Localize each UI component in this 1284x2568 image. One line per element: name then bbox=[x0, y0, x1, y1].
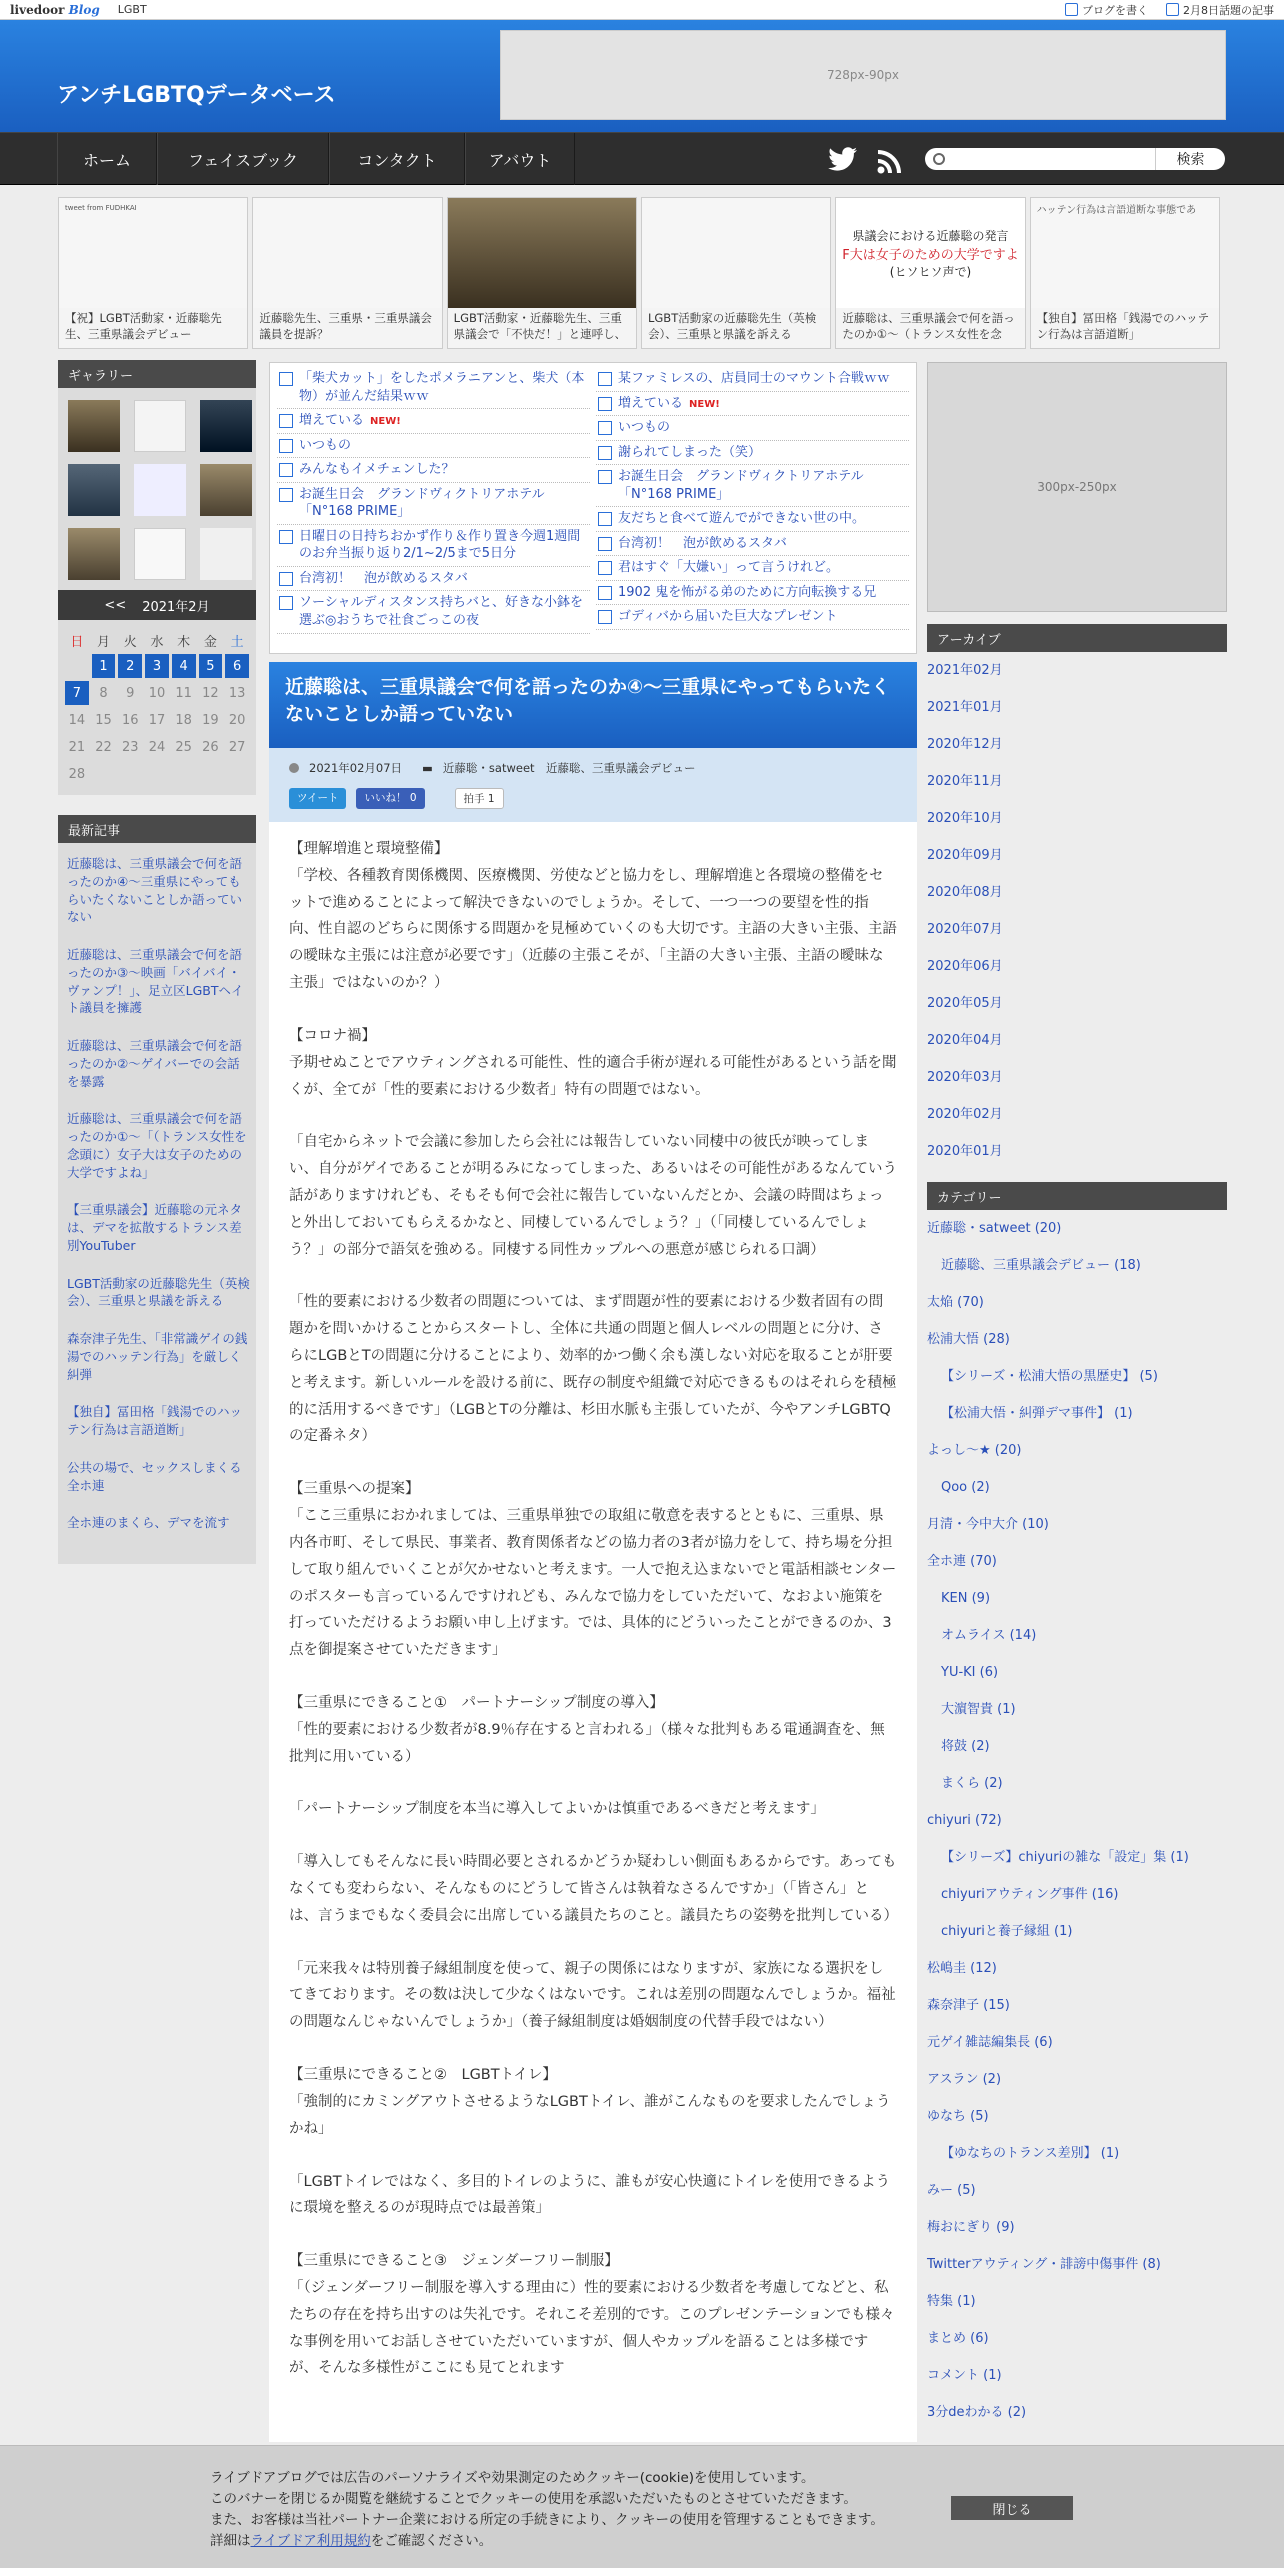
link-check-icon bbox=[598, 421, 612, 435]
link-check-icon bbox=[279, 372, 293, 386]
featured-card[interactable] bbox=[641, 197, 831, 349]
category-link[interactable]: コメント (1) bbox=[927, 2368, 1002, 2383]
category-link[interactable]: みー (5) bbox=[927, 2183, 976, 2198]
calendar-prev-button[interactable]: << bbox=[104, 597, 127, 613]
related-link[interactable] bbox=[596, 507, 909, 532]
calendar bbox=[58, 620, 256, 795]
new-badge: NEW! bbox=[370, 416, 401, 428]
recent-post-link[interactable]: 近藤聡は、三重県議会で何を語ったのか③～映画「バイバイ・ヴァンプ！」、足立区LGBTヘイト議員を擁護 bbox=[67, 947, 244, 1016]
recent-post-link[interactable]: 【三重県議会】近藤聡の元ネタは、デマを拡散するトランス差別YouTuber bbox=[67, 1202, 243, 1253]
category-link[interactable]: chiyuriと養子縁組 (1) bbox=[941, 1924, 1073, 1939]
article-categories[interactable]: 近藤聡・satweet 近藤聡、三重県議会デビュー bbox=[442, 761, 696, 775]
category-link[interactable]: 梅おにぎり (9) bbox=[927, 2220, 1015, 2235]
related-links-left bbox=[274, 367, 593, 649]
related-link[interactable] bbox=[277, 525, 590, 567]
calendar-day: 20 bbox=[228, 712, 246, 728]
related-link[interactable] bbox=[596, 556, 909, 581]
thumb-text: ハッテン行為は言語道断な事態であ bbox=[1036, 205, 1197, 216]
search-box bbox=[925, 148, 1225, 170]
archive-list bbox=[927, 652, 1227, 1170]
header-ad-slot: 728px-90px bbox=[500, 30, 1226, 120]
category-link[interactable]: アスラン (2) bbox=[927, 2072, 1002, 2087]
link-check-icon bbox=[279, 488, 293, 502]
article-paragraph: 【三重県にできること① パートナーシップ制度の導入】 「性的要素における少数者が8.9％存在すると言われる」（様々な批判もある電通調査を、無批判に用いている） bbox=[289, 1694, 885, 1765]
calendar-day-link[interactable]: 6 bbox=[225, 654, 249, 678]
archive-link[interactable]: 2020年11月 bbox=[927, 774, 1003, 789]
link-check-icon bbox=[598, 446, 612, 460]
search-button[interactable]: 検索 bbox=[1155, 148, 1225, 170]
archive-link[interactable]: 2020年08月 bbox=[927, 885, 1003, 900]
gallery-thumb[interactable] bbox=[200, 528, 252, 580]
related-link[interactable] bbox=[277, 434, 590, 459]
calendar-day: 13 bbox=[228, 685, 246, 701]
calendar-day: 25 bbox=[175, 739, 192, 755]
calendar-day: 10 bbox=[148, 685, 166, 701]
category-link[interactable]: まとめ (6) bbox=[927, 2331, 989, 2346]
article-title[interactable]: 近藤聡は、三重県議会で何を語ったのか④～三重県にやってもらいたくないことしか語っていない bbox=[269, 662, 917, 748]
category-link[interactable]: オムライス (14) bbox=[941, 1628, 1037, 1643]
related-link[interactable] bbox=[596, 465, 909, 507]
calendar-day: 22 bbox=[95, 739, 112, 755]
gallery-thumb[interactable] bbox=[200, 400, 252, 452]
related-link-text[interactable]: ゴディバから届いた巨大なプレゼント bbox=[618, 609, 838, 625]
related-link-text[interactable]: お誕生日会 グランドヴィクトリアホテル「N°168 PRIME」 bbox=[618, 469, 864, 502]
related-link[interactable] bbox=[596, 532, 909, 557]
calendar-day: 16 bbox=[121, 712, 139, 728]
article-paragraph: 「自宅からネットで会議に参加したら会社には報告していない同棲中の彼氏が映ってしまい、自分がゲイであることが明るみになってしまった、あるいはその可能性があるなんていう話がありますけれども、そもそも何で会社に報告していないんだとか、会議の時間はちょっと外出しておいてもらえるかなと、同棲しているんでしょう？」（「同棲しているんでしょう？」の部分で語気を強める。同棲する同性カップルへの悪意が感じられる口調） bbox=[289, 1134, 897, 1258]
rss-icon[interactable] bbox=[876, 147, 904, 175]
archive-link[interactable]: 2020年10月 bbox=[927, 811, 1003, 826]
archive-link[interactable]: 2020年05月 bbox=[927, 996, 1003, 1011]
weekday-label: 火 bbox=[123, 634, 137, 650]
related-link-text[interactable]: 友だちと食べて遊んでができない世の中。 bbox=[618, 511, 866, 527]
cookie-line: また、お客様は当社パートナー企業における所定の手続きにより、クッキーの使用を管理することもできます。 bbox=[210, 2511, 884, 2528]
cookie-line: をご確認ください。 bbox=[370, 2532, 493, 2549]
related-link[interactable] bbox=[596, 392, 909, 417]
featured-card[interactable] bbox=[447, 197, 637, 349]
site-header bbox=[0, 20, 1284, 132]
category-link[interactable]: 月清・今中大介 (10) bbox=[927, 1517, 1049, 1532]
featured-card[interactable] bbox=[58, 197, 248, 349]
clock-icon bbox=[289, 763, 299, 773]
gallery-thumb[interactable] bbox=[68, 528, 120, 580]
calendar-day: 8 bbox=[99, 685, 108, 701]
link-check-icon bbox=[598, 512, 612, 526]
article-paragraph: 【三重県にできること③ ジェンダーフリー制服】 「（ジェンダーフリー制服を導入する理由に）性的要素における少数者を考慮してなどと、私たちの存在を持ち出すのは失礼です。それこそ差別的です。このプレゼンテーションでも様々な事例を用いてお話しさせていただいていますが、個人やカップルを語ることは多様ですが、そんな多様性がここにも見てとれます bbox=[289, 2253, 895, 2377]
calendar-icon bbox=[1166, 3, 1179, 16]
clap-button[interactable]: 拍手 1 bbox=[455, 788, 504, 809]
calendar-day-link[interactable]: 1 bbox=[92, 654, 116, 678]
left-sidebar bbox=[58, 360, 256, 1564]
category-link[interactable]: 森奈津子 (15) bbox=[927, 1998, 1010, 2013]
featured-caption: LGBT活動家の近藤聡先生（英検会）、三重県と県議を訴える bbox=[642, 308, 830, 348]
category-link[interactable]: 特集 (1) bbox=[927, 2294, 976, 2309]
related-link-text[interactable]: 謝られてしまった（笑） bbox=[618, 444, 762, 460]
gallery-grid bbox=[58, 388, 256, 590]
main-column bbox=[269, 362, 917, 2442]
tweet-button[interactable]: ツイート bbox=[289, 788, 346, 809]
terms-link[interactable]: ライブドア利用規約 bbox=[250, 2532, 371, 2549]
weekday-label: 金 bbox=[203, 634, 217, 650]
link-check-icon bbox=[598, 537, 612, 551]
gallery-thumb[interactable] bbox=[134, 464, 186, 516]
related-link-text[interactable]: 某ファミレスの、店員同士のマウント合戦ｗｗ bbox=[618, 371, 890, 386]
featured-caption: 近藤聡先生、三重県・三重県議会議員を提訴？ bbox=[253, 308, 441, 348]
twitter-icon[interactable] bbox=[826, 147, 858, 173]
category-link[interactable]: 大濵智貴 (1) bbox=[941, 1702, 1016, 1717]
link-check-icon bbox=[279, 414, 293, 428]
category-link[interactable]: まくら (2) bbox=[941, 1776, 1003, 1791]
related-link[interactable] bbox=[596, 441, 909, 466]
article-paragraph: 「パートナーシップ制度を本当に導入してよいかは慎重であるべきだと考えます」 bbox=[289, 1801, 825, 1818]
recent-post-link[interactable]: 近藤聡は、三重県議会で何を語ったのか④～三重県にやってもらいたくないことしか語っていない bbox=[67, 856, 243, 925]
related-link-text[interactable]: お誕生日会 グランドヴィクトリアホテル「N°168 PRIME」 bbox=[299, 486, 545, 520]
weekday-label: 日 bbox=[70, 634, 84, 650]
nav-contact[interactable]: コンタクト bbox=[329, 133, 465, 185]
gallery-thumb[interactable] bbox=[134, 528, 186, 580]
calendar-day: 17 bbox=[148, 712, 166, 728]
calendar-day: 9 bbox=[126, 685, 135, 701]
weekday-label: 木 bbox=[177, 634, 191, 650]
category-link[interactable]: Twitterアウティング・誹謗中傷事件 (8) bbox=[927, 2257, 1161, 2272]
article-paragraph: 【三重県への提案】 「ここ三重県におかれましては、三重県単独での取組に敬意を表するとともに、三重県、県内各市町、そして県民、事業者、教育関係者などの協力者の3者が協力をして、持ち場を分担して取り組んでいくことが欠かせないと考えます。一人で抱え込まないでと電話相談センターのポスターも言っているんですけれども、みんなで協力をしていただいて、なおよい施策を打っていただけるようお願い申し上げます。では、具体的にどういったことができるのか、3点を御提案させていただきます」 bbox=[289, 1481, 897, 1659]
link-check-icon bbox=[598, 397, 612, 411]
topbar-tag[interactable]: LGBT bbox=[117, 3, 147, 16]
article-paragraph: 「LGBTトイレではなく、多目的トイレのように、誰もが安心快適にトイレを使用できるように環境を整えるのが現時点では最善策」 bbox=[289, 2173, 891, 2217]
link-check-icon bbox=[598, 586, 612, 600]
related-link-text[interactable]: いつもの bbox=[299, 437, 352, 453]
related-link-text[interactable]: 1902 鬼を怖がる弟のために方向転換する兄 bbox=[618, 584, 877, 600]
facebook-like-button[interactable]: いいね！ 0 bbox=[356, 788, 424, 809]
category-link[interactable]: 【ゆなちのトランス差別】 (1) bbox=[941, 2146, 1120, 2161]
related-link[interactable] bbox=[277, 567, 590, 592]
thumb-image bbox=[448, 198, 636, 308]
archive-link[interactable]: 2020年01月 bbox=[927, 1144, 1003, 1159]
right-sidebar bbox=[927, 362, 1227, 2431]
category-link[interactable]: 【松浦大悟・糾弾デマ事件】 (1) bbox=[941, 1406, 1133, 1421]
category-link[interactable]: KEN (9) bbox=[941, 1591, 991, 1606]
category-link[interactable]: よっし～★ (20) bbox=[927, 1443, 1022, 1458]
recent-post-link[interactable]: LGBT活動家の近藤聡先生（英検会）、三重県と県議を訴える bbox=[67, 1275, 250, 1309]
article-paragraph: 「性的要素における少数者の問題については、まず問題が性的要素における少数者固有の問題かを問いかけることからスタートし、全体に共通の問題と個人レベルの問題とに分け、さらにLGBとTの問題に分けることにより、効率的かつ働く余も漢しない対応を取ることが肝要と考えます。新しいルールを設ける前に、既存の制度や組織で対応できるものはそれらを積極的に活用するべきです」（LGBとTの分離は、杉田水脈も主張していたが、今やアンチLGBTQの定番ネタ） bbox=[289, 1294, 897, 1445]
article-paragraph: 「元来我々は特別養子縁組制度を使って、親子の関係にはなりますが、家族になる選択をしてきております。その数は決して少なくはないです。これは差別の問題なんでしょうか。福祉の問題なんじゃないんでしょうか」（養子縁組制度は婚姻制度の代替手段ではない） bbox=[289, 1960, 896, 2031]
nav-about[interactable]: アバウト bbox=[465, 133, 575, 185]
related-link[interactable] bbox=[596, 581, 909, 606]
calendar-day: 19 bbox=[202, 712, 219, 728]
thumb-tweet-header: tweet from FUDHKAI bbox=[65, 204, 137, 212]
link-check-icon bbox=[279, 439, 293, 453]
related-link-text[interactable]: みんなもイメチェンした？ bbox=[299, 462, 455, 478]
recent-posts bbox=[58, 843, 256, 1564]
related-link-text[interactable]: いつもの bbox=[618, 420, 671, 436]
related-link[interactable] bbox=[277, 367, 590, 409]
category-list bbox=[927, 1210, 1227, 2431]
related-link-text[interactable]: 台湾初！ 泡が飲めるスタバ bbox=[299, 570, 468, 586]
sidebar-ad-slot: 300px-250px bbox=[927, 362, 1227, 612]
category-title: カテゴリー bbox=[927, 1182, 1227, 1210]
related-link[interactable] bbox=[277, 458, 590, 483]
category-link[interactable]: Qoo (2) bbox=[941, 1480, 990, 1495]
link-check-icon bbox=[279, 572, 293, 586]
featured-caption: 【独自】冨田格「銭湯でのハッテン行為は言語道断」 bbox=[1031, 308, 1219, 348]
livedoor-logo[interactable]: livedoor Blog bbox=[10, 2, 100, 17]
related-link-text[interactable]: ソーシャルディスタンス持ちバと、好きな小鉢を選ぶ◎おうちで社食ごっこの夜 bbox=[299, 595, 584, 629]
category-link[interactable]: chiyuri (72) bbox=[927, 1813, 1002, 1828]
link-check-icon bbox=[598, 372, 612, 386]
gallery-thumb[interactable] bbox=[200, 464, 252, 516]
featured-card[interactable] bbox=[1030, 197, 1220, 349]
related-link[interactable] bbox=[277, 409, 590, 434]
cookie-text bbox=[210, 2468, 884, 2552]
category-link[interactable]: 近藤聡・satweet (20) bbox=[927, 1221, 1062, 1236]
archive-link[interactable]: 2021年01月 bbox=[927, 700, 1003, 715]
related-link[interactable] bbox=[596, 367, 909, 392]
calendar-day: 23 bbox=[121, 739, 139, 755]
link-check-icon bbox=[598, 470, 612, 484]
archive-link[interactable]: 2020年03月 bbox=[927, 1070, 1003, 1085]
today-topics-link[interactable]: 2月8日話題の記事 bbox=[1166, 2, 1274, 18]
recent-post-link[interactable]: 全ホ連のまくら、デマを流す bbox=[67, 1515, 230, 1531]
weekday-label: 月 bbox=[97, 634, 111, 650]
archive-link[interactable]: 2020年06月 bbox=[927, 959, 1003, 974]
related-link-text[interactable]: 日曜日の日持ちおかず作り＆作り置き今週1週間のお弁当振り返り2/1~2/5まで5日分 bbox=[299, 528, 581, 562]
related-link[interactable] bbox=[277, 591, 590, 633]
thumb-sub: (ヒソヒソ声で) bbox=[889, 264, 972, 279]
thumb-quote: F大は女子のための大学ですよ bbox=[842, 247, 1019, 263]
article-paragraph: 【コロナ禍】 予期せぬことでアウティングされる可能性、性的適合手術が遅れる可能性があるという話を聞くが、全てが「性的要素における少数者」特有の問題ではない。 bbox=[289, 1027, 897, 1098]
category-link[interactable]: 全ホ連 (70) bbox=[927, 1554, 997, 1569]
calendar-day bbox=[65, 654, 89, 678]
related-link[interactable] bbox=[277, 483, 590, 525]
related-link-text[interactable]: 増えている bbox=[618, 395, 684, 411]
article-paragraph: 【三重県にできること② LGBTトイレ】 「強制的にカミングアウトさせるようなLGBTトイレ、誰がこんなものを要求したんでしょうかね」 bbox=[289, 2067, 891, 2137]
calendar-day: 26 bbox=[202, 739, 219, 755]
site-title[interactable]: アンチLGBTQデータベース bbox=[57, 83, 336, 108]
weekday-label: 土 bbox=[230, 634, 244, 650]
gallery-thumb[interactable] bbox=[68, 400, 120, 452]
link-check-icon bbox=[598, 610, 612, 624]
article-paragraph: 「導入してもそんなに長い時間必要とされるかどうか疑わしい側面もあるからです。あってもなくても変わらない、そんなものにどうして皆さんは執着なさるんですか」（「皆さん」とは、言うまでもなく委員会に出席している議員たちのこと。議員たちの姿勢を批判している） bbox=[289, 1854, 898, 1924]
folder-icon: ▬ bbox=[422, 761, 433, 775]
recent-post-link[interactable]: 森奈津子先生、「非常識ゲイの銭湯でのハッテン行為」を厳しく糾弾 bbox=[67, 1331, 248, 1382]
featured-caption: 近藤聡は、三重県議会で何を語ったのか①～（トランス女性を念 bbox=[836, 308, 1024, 348]
link-check-icon bbox=[279, 530, 293, 544]
category-link[interactable]: 将鼓 (2) bbox=[941, 1739, 990, 1754]
calendar-day-link[interactable]: 7 bbox=[65, 681, 89, 705]
featured-thumbnails bbox=[58, 197, 1220, 349]
nav-facebook[interactable]: フェイスブック bbox=[157, 133, 329, 185]
related-link[interactable] bbox=[596, 416, 909, 441]
calendar-day: 28 bbox=[68, 766, 86, 782]
gallery-thumb[interactable] bbox=[134, 400, 186, 452]
weekday-label: 水 bbox=[150, 634, 164, 650]
related-link-text[interactable]: 「柴犬カット」をしたポメラニアンと、柴犬（本物）が並んだ結果ｗｗ bbox=[299, 371, 585, 404]
cookie-close-button[interactable]: 閉じる bbox=[951, 2496, 1073, 2520]
nav-home[interactable]: ホーム bbox=[57, 133, 157, 185]
link-check-icon bbox=[598, 561, 612, 575]
recent-post-link[interactable]: 公共の場で、セックスしまくる全ホ連 bbox=[67, 1459, 242, 1493]
calendar-day: 15 bbox=[95, 712, 112, 728]
related-links-right bbox=[593, 367, 912, 649]
category-link[interactable]: 【シリーズ】chiyuriの雑な「設定」集 (1) bbox=[941, 1850, 1189, 1865]
archive-link[interactable]: 2020年04月 bbox=[927, 1033, 1003, 1048]
category-link[interactable]: 松嶋圭 (12) bbox=[927, 1961, 997, 1976]
featured-caption: 【祝】LGBT活動家・近藤聡先生、三重県議会デビュー bbox=[59, 308, 247, 348]
archive-link[interactable]: 2020年07月 bbox=[927, 922, 1003, 937]
calendar-day: 14 bbox=[68, 712, 86, 728]
related-links-box bbox=[269, 362, 917, 654]
cookie-banner bbox=[0, 2445, 1284, 2568]
category-link[interactable]: 松浦大悟 (28) bbox=[927, 1332, 1010, 1347]
article-paragraph: 【理解増進と環境整備】 「学校、各種教育関係機関、医療機関、労使などと協力をし、理解増進と各環境の整備をセットで進めることによって解決できないのでしょうか。そして、一つ一つの要望を性的指向、性自認のどちらに関係する問題かを見極めていくのも大切です。主語の大きい主張、主語の曖昧な主張には注意が必要です」（近藤の主張こそが、「主語の大きい主張、主語の曖昧な主張」ではないのか？） bbox=[289, 841, 897, 992]
link-check-icon bbox=[279, 596, 293, 610]
thumb-heading: 県議会における近藤聡の発言 bbox=[852, 228, 1009, 243]
archive-link[interactable]: 2021年02月 bbox=[927, 663, 1003, 678]
pencil-icon bbox=[1065, 3, 1078, 16]
article-body bbox=[269, 822, 917, 2442]
featured-card[interactable] bbox=[252, 197, 442, 349]
related-link[interactable] bbox=[596, 605, 909, 630]
related-link-text[interactable]: 台湾初！ 泡が飲めるスタバ bbox=[618, 535, 787, 551]
article-date: 2021年02月07日 bbox=[309, 761, 403, 775]
calendar-day: 12 bbox=[202, 685, 219, 701]
calendar-day: 18 bbox=[175, 712, 192, 728]
cookie-line: ライブドアブログでは広告のパーソナライズや効果測定のためクッキー(cookie)を使用しています。 bbox=[210, 2470, 815, 2486]
new-badge: NEW! bbox=[689, 398, 720, 410]
gallery-title: ギャラリー bbox=[58, 360, 256, 388]
calendar-day-link[interactable]: 3 bbox=[145, 654, 169, 678]
calendar-day-link[interactable]: 4 bbox=[172, 654, 196, 678]
recent-post-link[interactable]: 近藤聡は、三重県議会で何を語ったのか①～「（トランス女性を念頭に）女子大は女子のための大学ですよね」 bbox=[67, 1111, 247, 1180]
category-link[interactable]: ゆなち (5) bbox=[927, 2109, 989, 2124]
category-link[interactable]: 3分deわかる (2) bbox=[927, 2405, 1027, 2420]
related-link-text[interactable]: 増えている bbox=[299, 413, 365, 429]
calendar-month: 2021年2月 bbox=[142, 599, 210, 615]
featured-caption: LGBT活動家・近藤聡先生、三重県議会で「不快だ！」と連呼し、 bbox=[448, 308, 636, 348]
archive-link[interactable]: 2020年02月 bbox=[927, 1107, 1003, 1122]
calendar-day: 24 bbox=[148, 739, 166, 755]
category-link[interactable]: 【シリーズ・松浦大悟の黒歴史】 (5) bbox=[941, 1369, 1158, 1384]
related-link-text[interactable]: 君はすぐ「大嫌い」って言うけれど。 bbox=[618, 560, 840, 576]
category-link[interactable]: 太焔 (70) bbox=[927, 1295, 984, 1310]
recent-posts-title: 最新記事 bbox=[58, 815, 256, 843]
calendar-day: 27 bbox=[228, 739, 246, 755]
category-link[interactable]: 近藤聡、三重県議会デビュー (18) bbox=[941, 1258, 1141, 1273]
cookie-line: このバナーを閉じるか閲覧を継続することでクッキーの使用を承認いただいたものとさせていただきます。 bbox=[210, 2490, 857, 2507]
featured-card[interactable] bbox=[835, 197, 1025, 349]
link-check-icon bbox=[279, 463, 293, 477]
calendar-day-link[interactable]: 5 bbox=[199, 654, 223, 678]
category-link[interactable]: chiyuriアウティング事件 (16) bbox=[941, 1887, 1119, 1902]
article-meta bbox=[269, 748, 917, 822]
archive-link[interactable]: 2020年12月 bbox=[927, 737, 1003, 752]
calendar-day: 11 bbox=[175, 685, 192, 701]
main-nav bbox=[0, 132, 1284, 185]
category-link[interactable]: 元ゲイ雑誌編集長 (6) bbox=[927, 2035, 1053, 2050]
livedoor-topbar bbox=[0, 0, 1284, 20]
category-link[interactable]: YU-KI (6) bbox=[941, 1665, 999, 1680]
cookie-line: 詳細は bbox=[210, 2532, 251, 2549]
calendar-header bbox=[58, 590, 256, 620]
calendar-day-link[interactable]: 2 bbox=[118, 654, 142, 678]
gallery-thumb[interactable] bbox=[68, 464, 120, 516]
search-input[interactable] bbox=[949, 150, 1155, 168]
recent-post-link[interactable]: 【独自】冨田格「銭湯でのハッテン行為は言語道断」 bbox=[67, 1404, 243, 1437]
recent-post-link[interactable]: 近藤聡は、三重県議会で何を語ったのか②～ゲイバーでの会話を暴露 bbox=[67, 1038, 243, 1089]
write-blog-link[interactable]: ブログを書く bbox=[1065, 2, 1148, 18]
calendar-day: 21 bbox=[68, 739, 86, 755]
archive-title: アーカイブ bbox=[927, 624, 1227, 652]
search-icon bbox=[933, 153, 945, 165]
archive-link[interactable]: 2020年09月 bbox=[927, 848, 1003, 863]
